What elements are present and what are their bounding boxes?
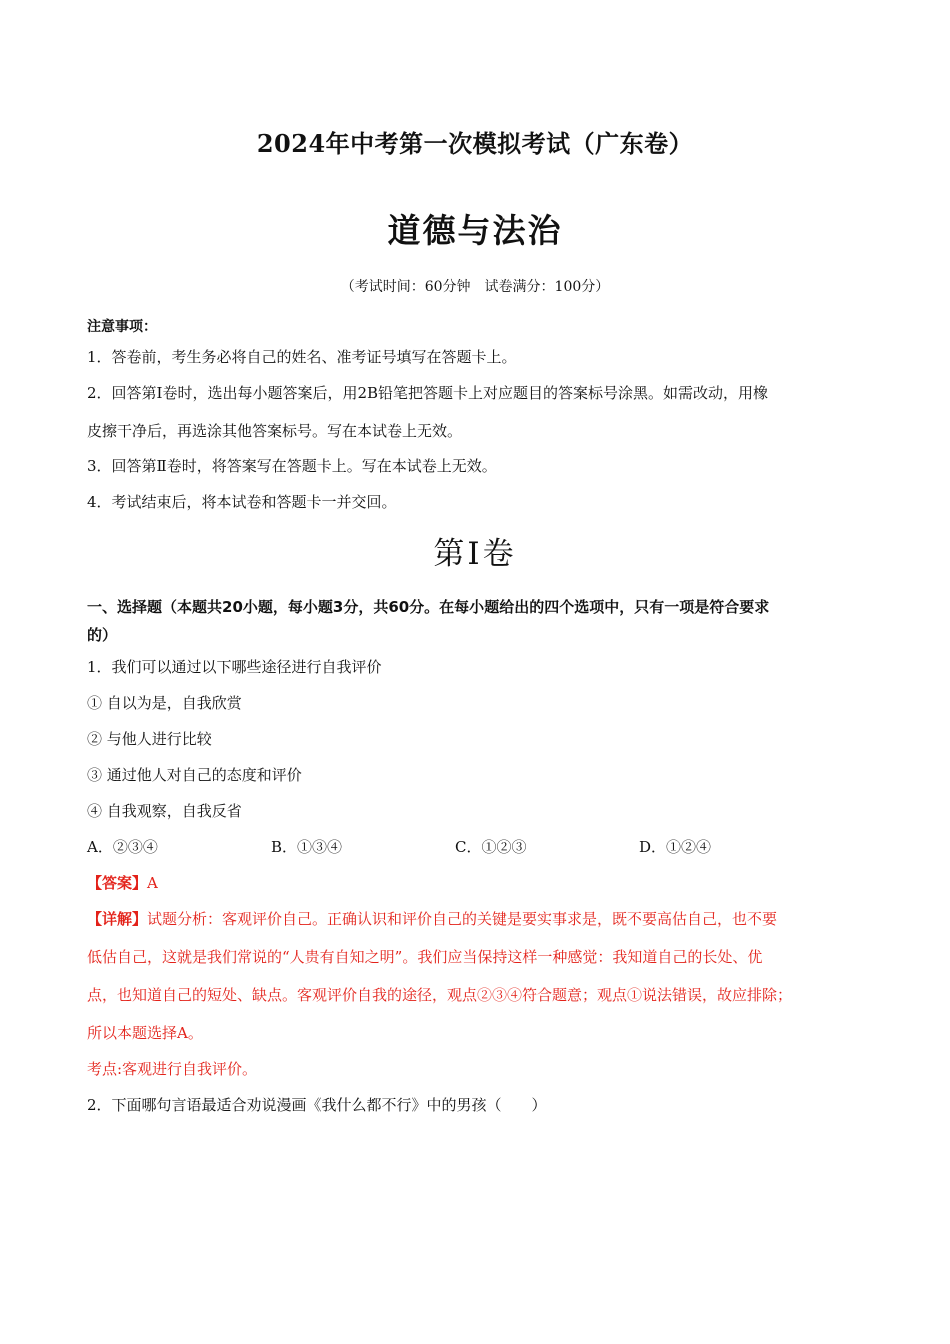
note-item: 3．回答第Ⅱ卷时，将答案写在答题卡上。写在本试卷上无效。 xyxy=(87,457,497,475)
answer-label: 【答案】 xyxy=(87,874,148,892)
section-title: 第Ⅰ卷 xyxy=(433,536,517,572)
analysis-text: 试题分析：客观评价自己。正确认识和评价自己的关键是要实事求是，既不要高估自己，也不要 xyxy=(147,910,778,928)
analysis-line: 点，也知道自己的短处、缺点。客观评价自我的途径，观点②③④符合题意；观点①说法错误，故应排除； xyxy=(87,986,793,1004)
option-b: B．①③④ xyxy=(271,838,343,856)
analysis-line xyxy=(87,908,777,929)
note-item: 1．答卷前，考生务必将自己的姓名、准考证号填写在答题卡上。 xyxy=(87,348,517,366)
option-a: A．②③④ xyxy=(87,838,158,856)
answer-value: A xyxy=(147,874,158,892)
question-stem: 1．我们可以通过以下哪些途径进行自我评价 xyxy=(87,658,382,676)
note-item: 2．回答第Ⅰ卷时，选出每小题答案后，用2B铅笔把答题卡上对应题目的答案标号涂黑。如需改动，用橡 xyxy=(87,384,769,402)
analysis-line: 低估自己，这就是我们常说的“人贵有自知之明”。我们应当保持这样一种感觉：我知道自己的长处、优 xyxy=(87,948,763,966)
section-heading: 的） xyxy=(87,626,118,644)
exam-info: （考试时间：60分钟 试卷满分：100分） xyxy=(340,279,610,295)
notes-heading: 注意事项： xyxy=(87,319,157,335)
question-stem: 2．下面哪句言语最适合劝说漫画《我什么都不行》中的男孩（ ） xyxy=(87,1096,547,1114)
analysis-label: 【详解】 xyxy=(87,910,148,928)
question-statement: ③ 通过他人对自己的态度和评价 xyxy=(87,766,302,784)
answer-line xyxy=(87,872,158,893)
subject-title: 道德与法治 xyxy=(387,211,563,250)
note-item: 皮擦干净后，再选涂其他答案标号。写在本试卷上无效。 xyxy=(87,422,463,440)
exam-title: 2024年中考第一次模拟考试（广东卷） xyxy=(256,129,694,158)
question-statement: ② 与他人进行比较 xyxy=(87,730,212,748)
section-heading: 一、选择题（本题共20小题，每小题3分，共60分。在每小题给出的四个选项中，只有一项是符合要求 xyxy=(87,598,770,616)
question-statement: ④ 自我观察，自我反省 xyxy=(87,802,242,820)
question-statement: ① 自以为是，自我欣赏 xyxy=(87,694,242,712)
knowledge-point: 考点:客观进行自我评价。 xyxy=(87,1060,258,1078)
option-c: C．①②③ xyxy=(455,838,527,856)
note-item: 4．考试结束后，将本试卷和答题卡一并交回。 xyxy=(87,493,397,511)
option-d: D．①②④ xyxy=(639,838,712,856)
analysis-line: 所以本题选择A。 xyxy=(87,1024,203,1042)
